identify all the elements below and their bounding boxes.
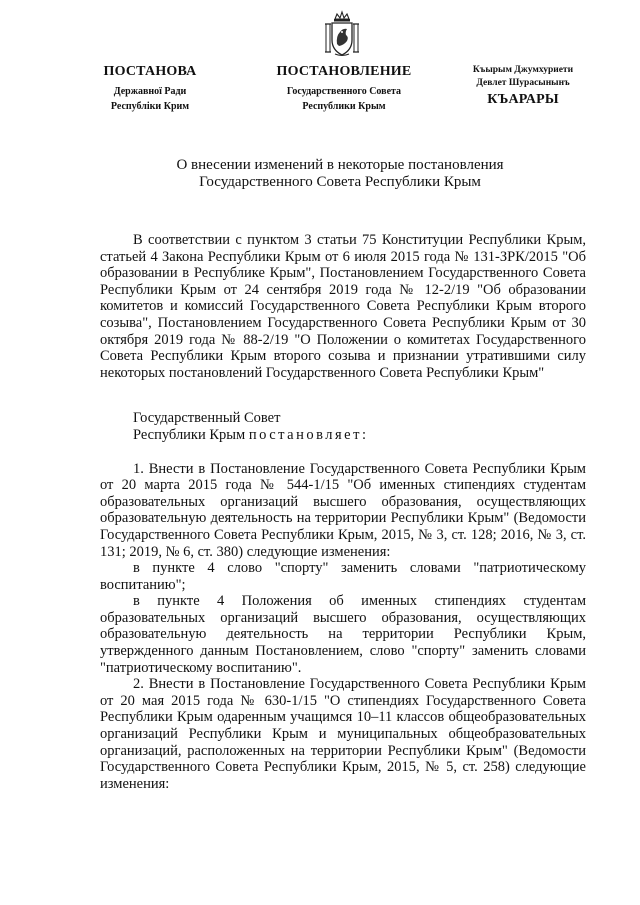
resolving-verb: постановляет:	[248, 426, 369, 443]
header-crimean-tatar	[455, 64, 591, 108]
header-ukrainian-line1: Державної Ради	[113, 86, 187, 97]
header-russian-line2: Республики Крым	[302, 101, 386, 112]
document-title-line1: О внесении изменений в некоторые постановления	[176, 157, 504, 173]
document-title	[100, 157, 580, 191]
resolving-prefix: Республики Крым	[133, 426, 249, 443]
header-ukrainian-line2: Республіки Крим	[110, 101, 190, 112]
header-crimean-tatar-line1: Къырым Джумхуриети	[472, 65, 574, 75]
header-ukrainian	[100, 64, 200, 114]
header-ukrainian-title: ПОСТАНОВА	[103, 64, 197, 79]
resolving-line2	[100, 427, 586, 444]
resolving-line1: Государственный Совет	[133, 410, 281, 427]
document-body	[100, 232, 586, 792]
item-1-paragraph: 1. Внести в Постановление Государственного Совета Республики Крым от 20 марта 2015 года № 544-1/15 "Об именных стипендиях студентам образовательных организаций высшего образования, осуществляющих образовательную деятельность на территории Республики Крым" (Ведомости Государственного Совета Республики Крым, 2015, № 3, ст. 128; 2016, № 3, ст. 131; 2019, № 6, ст. 380) следующие изменения:	[100, 460, 586, 560]
item-2-paragraph: 2. Внести в Постановление Государственного Совета Республики Крым от 20 мая 2015 года № 630-1/15 "О стипендиях Государственного Совета Республики Крым одаренным учащимся 10–11 классов общеобразовательных организаций Республики Крым и муниципальных общеобразовательных организаций, расположенных на территории Республики Крым" (Ведомости Государственного Совета Республики Крым, 2015, № 5, ст. 258) следующие изменения:	[100, 676, 586, 792]
header-crimean-tatar-title: КЪАРАРЫ	[487, 92, 559, 107]
crimea-coat-of-arms-icon	[323, 10, 361, 58]
header-russian	[268, 64, 420, 114]
document-title-line2: Государственного Совета Республики Крым	[199, 174, 481, 190]
header-crimean-tatar-line2: Девлет Шурасынынъ	[476, 78, 570, 88]
header-russian-line1: Государственного Совета	[286, 86, 402, 97]
preamble-paragraph: В соответствии с пунктом 3 статьи 75 Конституции Республики Крым, статьей 4 Закона Республики Крым от 6 июля 2015 года № 131-ЗРК/2015 "Об образовании в Республике Крым", Постановлением Государственного Совета Республики Крым от 24 сентября 2019 года № 12-2/19 "Об образовании комитетов и комиссий Государственного Совета Республики Крым второго созыва", Постановлением Государственного Совета Республики Крым от 30 октября 2019 года № 88-2/19 "О Положении о комитетах Государственного Совета Республики Крым второго созыва и признании утратившими силу некоторых постановлений Государственного Совета Республики Крым"	[100, 232, 586, 381]
header-russian-title: ПОСТАНОВЛЕНИЕ	[276, 64, 412, 79]
item-1b-paragraph: в пункте 4 Положения об именных стипендиях студентам образовательных организаций высшего образования, осуществляющих образовательную деятельность на территории Республики Крым, утвержденного данным Постановлением, слово "спорту" заменить словами "патриотическому воспитанию".	[100, 593, 586, 676]
item-1a-paragraph: в пункте 4 слово "спорту" заменить словами "патриотическому воспитанию";	[100, 560, 586, 593]
